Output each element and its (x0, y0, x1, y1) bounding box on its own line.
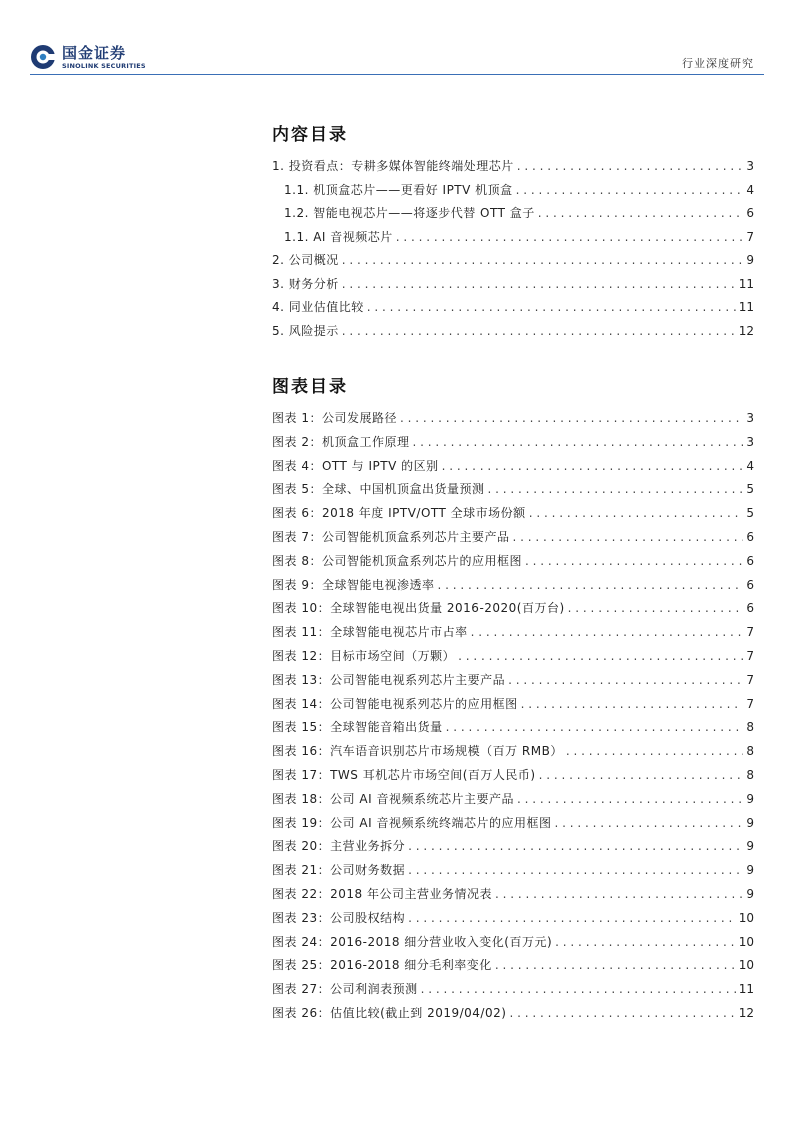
entry-label: 图表 25：2016-2018 细分毛利率变化 (272, 958, 492, 973)
figure-entry[interactable] (272, 502, 754, 526)
figure-entry[interactable] (272, 812, 754, 836)
entry-label: 图表 4：OTT 与 IPTV 的区别 (272, 458, 439, 473)
figure-entry[interactable] (272, 455, 754, 479)
entry-page-number: 9 (746, 815, 754, 830)
entry-page-number: 7 (746, 229, 754, 244)
entry-page-number: 11 (738, 982, 754, 997)
figure-entry[interactable] (272, 526, 754, 550)
entry-label: 图表 15：全球智能音箱出货量 (272, 720, 443, 735)
figure-entry[interactable] (272, 716, 754, 740)
figure-entry[interactable] (272, 550, 754, 574)
dot-leader (446, 716, 744, 740)
entry-page-number: 9 (746, 839, 754, 854)
entry-label: 图表 6：2018 年度 IPTV/OTT 全球市场份额 (272, 506, 526, 521)
entry-label: 3. 财务分析 (272, 276, 339, 291)
figure-entry[interactable] (272, 669, 754, 693)
entry-page-number: 5 (746, 482, 754, 497)
contents-list (272, 155, 754, 343)
entry-label: 图表 21：公司财务数据 (272, 863, 406, 878)
dot-leader (342, 320, 736, 344)
entry-page-number: 6 (746, 601, 754, 616)
logo-cn-text: 国金证券 (62, 43, 127, 62)
entry-label: 图表 14：公司智能电视系列芯片的应用框图 (272, 696, 518, 711)
figure-entry[interactable] (272, 478, 754, 502)
entry-label: 2. 公司概况 (272, 253, 339, 267)
dot-leader (408, 859, 743, 883)
entry-page-number: 10 (738, 910, 754, 925)
toc-entry[interactable] (272, 296, 754, 320)
figures-title: 图表目录 (272, 377, 348, 397)
figure-entry[interactable] (272, 835, 754, 859)
logo-en-text: SINOLINK SECURITIES (62, 61, 146, 70)
figure-entry[interactable] (272, 978, 754, 1002)
figure-entry[interactable] (272, 407, 754, 431)
entry-page-number: 6 (746, 529, 754, 544)
figure-entry[interactable] (272, 907, 754, 931)
entry-label: 4. 同业估值比较 (272, 300, 364, 314)
toc-entry[interactable] (272, 320, 754, 344)
figure-entry[interactable] (272, 431, 754, 455)
entry-page-number: 6 (746, 577, 754, 592)
dot-leader (487, 478, 743, 502)
figure-entry[interactable] (272, 693, 754, 717)
entry-page-number: 11 (738, 276, 754, 291)
dot-leader (412, 431, 743, 455)
dot-leader (568, 597, 744, 621)
entry-page-number: 7 (746, 625, 754, 640)
entry-label: 1.1. AI 音视频芯片 (284, 229, 393, 244)
dot-leader (471, 621, 744, 645)
toc-entry[interactable] (272, 179, 754, 203)
entry-label: 图表 20：主营业务拆分 (272, 839, 406, 854)
dot-leader (517, 155, 744, 179)
entry-label: 图表 27：公司利润表预测 (272, 982, 418, 997)
entry-label: 图表 12：目标市场空间（万颗） (272, 648, 456, 663)
figure-entry[interactable] (272, 645, 754, 669)
entry-page-number: 5 (746, 506, 754, 521)
entry-page-number: 4 (746, 458, 754, 473)
company-logo (30, 44, 146, 70)
dot-leader (396, 226, 744, 250)
entry-label: 图表 24：2016-2018 细分营业收入变化(百万元) (272, 934, 553, 949)
figure-entry[interactable] (272, 954, 754, 978)
header-divider (30, 74, 764, 75)
entry-label: 图表 17：TWS 耳机芯片市场空间(百万人民币) (272, 767, 536, 782)
entry-page-number: 10 (738, 934, 754, 949)
entry-label: 1.1. 机顶盒芯片——更看好 IPTV 机顶盒 (284, 182, 513, 197)
page-header (0, 0, 794, 78)
figure-entry[interactable] (272, 764, 754, 788)
entry-page-number: 8 (746, 744, 754, 759)
entry-label: 图表 9：全球智能电视渗透率 (272, 577, 435, 592)
entry-page-number: 12 (738, 1005, 754, 1020)
dot-leader (555, 931, 736, 955)
entry-label: 1.2. 智能电视芯片——将逐步代替 OTT 盒子 (284, 206, 535, 220)
contents-title: 内容目录 (272, 125, 348, 145)
entry-page-number: 8 (746, 720, 754, 735)
entry-page-number: 6 (746, 206, 754, 220)
dot-leader (539, 764, 744, 788)
toc-entry[interactable] (272, 226, 754, 250)
dot-leader (408, 907, 736, 931)
entry-page-number: 4 (746, 182, 754, 197)
dot-leader (342, 273, 736, 297)
entry-page-number: 10 (738, 958, 754, 973)
dot-leader (525, 550, 743, 574)
dot-leader (421, 978, 736, 1002)
entry-page-number: 7 (746, 696, 754, 711)
figure-entry[interactable] (272, 621, 754, 645)
toc-entry[interactable] (272, 249, 754, 273)
dot-leader (516, 179, 744, 203)
entry-label: 图表 5：全球、中国机顶盒出货量预测 (272, 482, 485, 497)
dot-leader (342, 249, 744, 273)
dot-leader (566, 740, 744, 764)
entry-label: 图表 10：全球智能电视出货量 2016-2020(百万台) (272, 601, 565, 616)
dot-leader (512, 526, 743, 550)
toc-entry[interactable] (272, 202, 754, 226)
contents-section (272, 120, 754, 343)
toc-entry[interactable] (272, 273, 754, 297)
entry-page-number: 3 (746, 159, 754, 173)
entry-page-number: 9 (746, 791, 754, 806)
figures-list (272, 407, 754, 1026)
figure-entry[interactable] (272, 859, 754, 883)
entry-label: 图表 13：公司智能电视系列芯片主要产品 (272, 672, 506, 687)
entry-label: 图表 23：公司股权结构 (272, 910, 406, 925)
entry-label: 图表 7：公司智能机顶盒系列芯片主要产品 (272, 529, 510, 544)
dot-leader (408, 835, 743, 859)
entry-page-number: 3 (746, 434, 754, 449)
entry-label: 5. 风险提示 (272, 323, 339, 338)
dot-leader (400, 407, 743, 431)
entry-label: 1. 投资看点：专耕多媒体智能终端处理芯片 (272, 159, 514, 173)
entry-page-number: 8 (746, 767, 754, 782)
dot-leader (458, 645, 743, 669)
figure-entry[interactable] (272, 931, 754, 955)
figure-entry[interactable] (272, 740, 754, 764)
entry-page-number: 9 (746, 253, 754, 267)
toc-entry[interactable] (272, 155, 754, 179)
figure-entry[interactable] (272, 597, 754, 621)
report-type-label: 行业深度研究 (682, 57, 754, 70)
figures-section (272, 372, 754, 1026)
entry-label: 图表 16：汽车语音识别芯片市场规模（百万 RMB） (272, 744, 563, 759)
entry-page-number: 11 (738, 300, 754, 314)
entry-label: 图表 19：公司 AI 音视频系统终端芯片的应用框图 (272, 815, 552, 830)
dot-leader (508, 669, 743, 693)
entry-label: 图表 2：机顶盒工作原理 (272, 434, 410, 449)
dot-leader (509, 1002, 735, 1026)
entry-page-number: 7 (746, 672, 754, 687)
dot-leader (529, 502, 744, 526)
dot-leader (367, 296, 736, 320)
entry-page-number: 9 (746, 863, 754, 878)
figure-entry[interactable] (272, 788, 754, 812)
entry-page-number: 9 (746, 886, 754, 901)
dot-leader (442, 455, 744, 479)
entry-label: 图表 22：2018 年公司主营业务情况表 (272, 886, 492, 901)
dot-leader (495, 883, 743, 907)
entry-label: 图表 1：公司发展路径 (272, 411, 397, 425)
figure-entry[interactable] (272, 1002, 754, 1026)
entry-label: 图表 11：全球智能电视芯片市占率 (272, 625, 468, 640)
dot-leader (495, 954, 736, 978)
entry-label: 图表 8：公司智能机顶盒系列芯片的应用框图 (272, 553, 522, 568)
entry-label: 图表 26：估值比较(截止到 2019/04/02) (272, 1005, 507, 1020)
entry-page-number: 3 (746, 411, 754, 425)
figure-entry[interactable] (272, 883, 754, 907)
dot-leader (437, 574, 743, 598)
entry-label: 图表 18：公司 AI 音视频系统芯片主要产品 (272, 791, 514, 806)
dot-leader (554, 812, 743, 836)
dot-leader (538, 202, 744, 226)
logo-mark-icon (30, 44, 56, 70)
dot-leader (517, 788, 743, 812)
entry-page-number: 7 (746, 648, 754, 663)
dot-leader (521, 693, 744, 717)
figure-entry[interactable] (272, 574, 754, 598)
entry-page-number: 12 (738, 323, 754, 338)
entry-page-number: 6 (746, 553, 754, 568)
